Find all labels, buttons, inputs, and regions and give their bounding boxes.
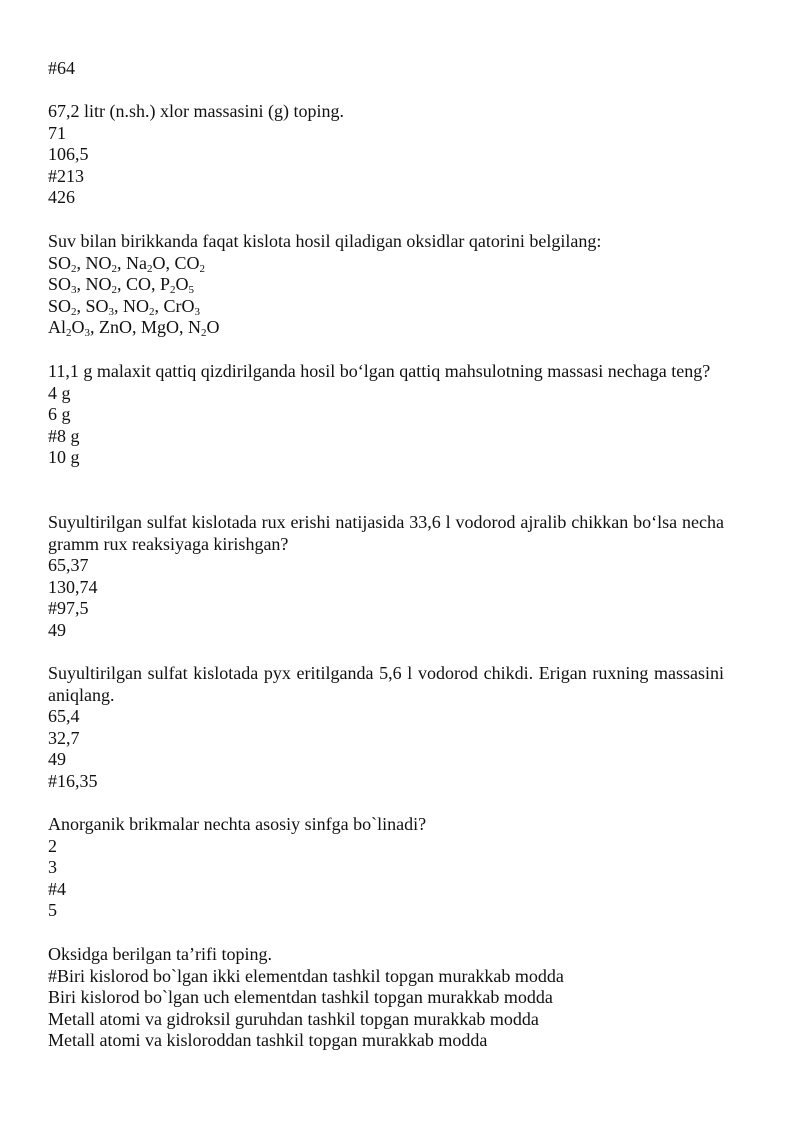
- answer-option: 65,4: [48, 706, 80, 726]
- question-block-7: [48, 944, 724, 1052]
- answer-option: 5: [48, 900, 57, 920]
- subscript: 3: [71, 284, 77, 296]
- answer-option: Metall atomi va gidroksil guruhdan tashkil topgan murakkab modda: [48, 1008, 539, 1029]
- answer-option-correct: #213: [48, 165, 84, 186]
- question-block-2: [48, 231, 724, 339]
- answer-option-correct: #16,35: [48, 770, 98, 791]
- question-number: #64: [48, 58, 75, 78]
- answer-option: 32,7: [48, 727, 80, 748]
- question-id: [48, 58, 724, 80]
- answer-option-correct: #4: [48, 878, 66, 899]
- answer-option: Biri kislorod bo`lgan uch elementdan tashkil topgan murakkab modda: [48, 987, 553, 1007]
- answer-option: $SO_2$, $SO_3$, $NO_2$, CrO$_3$: [48, 295, 201, 318]
- question-text: Suv bilan birikkanda faqat kislota hosil qiladigan oksidlar qatorini belgilang:: [48, 231, 602, 251]
- question-text: 67,2 litr (n.sh.) xlor massasini (g) toping.: [48, 101, 344, 121]
- question-block-5: [48, 663, 724, 792]
- subscript: 3: [108, 305, 115, 318]
- answer-option: 2: [48, 835, 57, 856]
- subscript: 2: [201, 327, 207, 339]
- answer-option: 426: [48, 187, 75, 207]
- question-block-3: [48, 361, 724, 469]
- answer-option: 49: [48, 619, 66, 640]
- subscript: 2: [71, 262, 77, 275]
- subscript: 2: [149, 305, 155, 318]
- subscript: 2: [66, 327, 72, 339]
- subscript: 2: [111, 262, 118, 275]
- question-text: Suyultirilgan sulfat kislotada pyx eritilganda 5,6 l vodorod chikdi. Erigan ruxning massasini aniqlang.: [48, 663, 724, 705]
- answer-option: 4 g: [48, 382, 71, 403]
- subscript: 5: [188, 284, 195, 296]
- subscript: 3: [84, 327, 90, 339]
- question-block-6: [48, 814, 724, 922]
- answer-option: 10 g: [48, 447, 80, 467]
- answer-option: 106,5: [48, 144, 89, 164]
- answer-option-correct: #8 g: [48, 425, 80, 446]
- answer-option: Metall atomi va kisloroddan tashkil topgan murakkab modda: [48, 1030, 488, 1050]
- answer-option: 49: [48, 749, 66, 769]
- subscript: 2: [71, 305, 77, 318]
- answer-option: 3: [48, 857, 57, 877]
- subscript: 3: [194, 305, 201, 318]
- answer-option: $SO_2$, $NO_2$, $Na_2O$, $CO_2$: [48, 252, 206, 275]
- question-block-1: [48, 101, 724, 209]
- question-text: Oksidga berilgan ta’rifi toping.: [48, 944, 272, 964]
- question-text: Anorganik brikmalar nechta asosiy sinfga bo`linadi?: [48, 814, 427, 834]
- subscript: 2: [199, 262, 206, 275]
- answer-option: 6 g: [48, 404, 71, 424]
- answer-option-correct: #97,5: [48, 598, 89, 618]
- question-text: Suyultirilgan sulfat kislotada rux erishi natijasida 33,6 l vodorod ajralib chikkan bo‘lsa necha gramm rux reaksiyaga kirishgan?: [48, 512, 724, 554]
- answer-option: $Al_2O_3$, ZnO, MgO, $N_2O$: [48, 317, 220, 339]
- subscript: 2: [147, 262, 153, 275]
- answer-option: 65,37: [48, 555, 89, 575]
- question-block-4: [48, 512, 724, 641]
- question-text: 11,1 g malaxit qattiq qizdirilganda hosil bo‘lgan qattiq mahsulotning massasi nechaga teng?: [48, 361, 711, 381]
- subscript: 2: [111, 284, 118, 296]
- subscript: 2: [170, 284, 176, 296]
- answer-option-correct: #Biri kislorod bo`lgan ikki elementdan tashkil topgan murakkab modda: [48, 965, 564, 986]
- answer-option: 130,74: [48, 576, 98, 597]
- answer-option: $SO_3$, $NO_2$, CO, $P_2O_5$: [48, 274, 195, 296]
- answer-option: 71: [48, 122, 66, 143]
